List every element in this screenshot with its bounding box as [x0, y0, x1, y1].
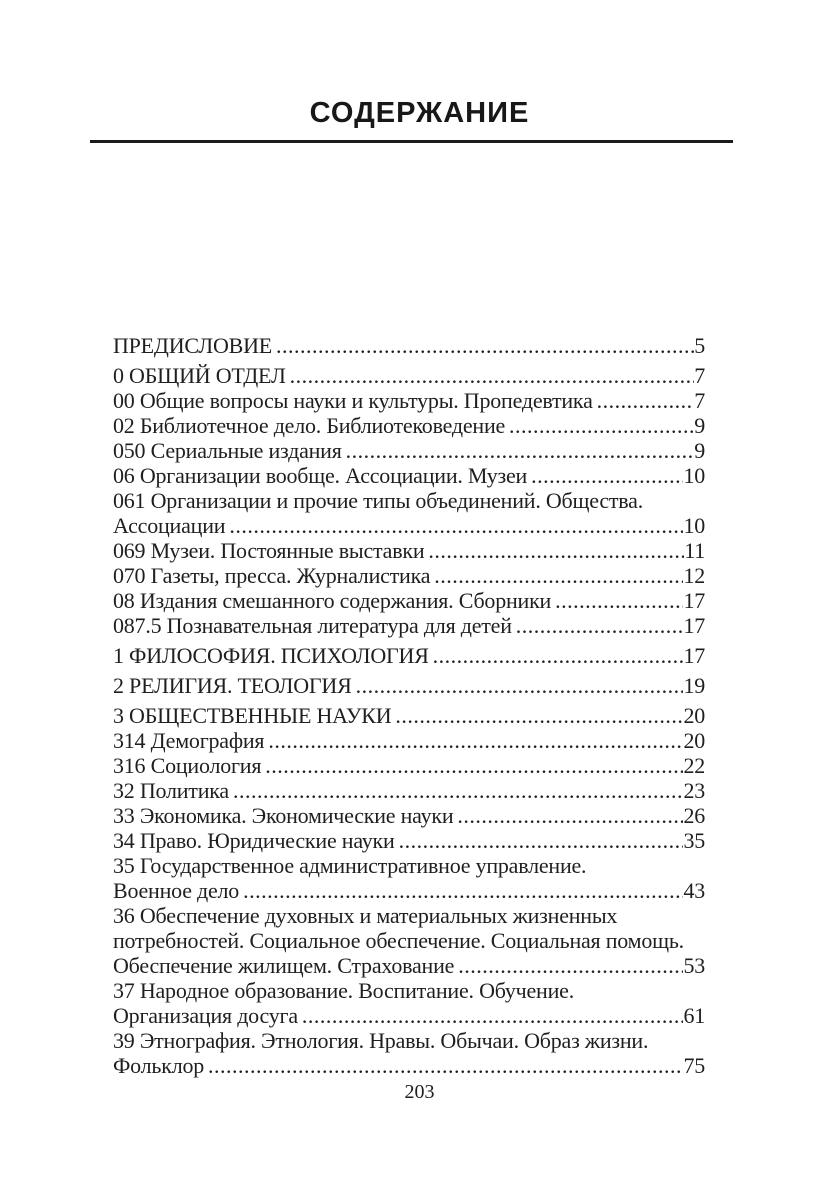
toc-entry-line	[113, 753, 705, 778]
dot-leader	[457, 803, 683, 828]
toc-entry-page: 61	[683, 1003, 705, 1028]
dot-leader	[458, 953, 683, 978]
toc-entry-line	[113, 388, 705, 413]
dot-leader	[346, 438, 695, 463]
toc-entry	[113, 673, 705, 698]
toc-entry	[113, 978, 705, 1028]
toc-entry-page: 11	[684, 538, 705, 563]
toc-entry-line	[113, 643, 705, 668]
toc-entry-page: 22	[683, 753, 705, 778]
toc-entry-line	[113, 413, 705, 438]
toc-entry-text: Организация досуга	[113, 1003, 298, 1028]
toc-entry-text: 32 Политика	[113, 778, 229, 803]
toc-entry-page: 75	[683, 1053, 705, 1078]
dot-leader	[428, 538, 684, 563]
toc-entry-line	[113, 728, 705, 753]
dot-leader	[290, 363, 695, 388]
toc-entry-page: 20	[683, 703, 705, 728]
toc-entry	[113, 363, 705, 388]
dot-leader	[229, 513, 683, 538]
toc-entry-page: 10	[683, 463, 705, 488]
toc-entry	[113, 778, 705, 803]
dot-leader	[233, 778, 683, 803]
toc-entry-page: 17	[683, 588, 705, 613]
toc-entry-text: 34 Право. Юридические науки	[113, 828, 395, 853]
toc-entry	[113, 438, 705, 463]
toc-entry-line	[113, 563, 705, 588]
toc-entry-text: 1 ФИЛОСОФИЯ. ПСИХОЛОГИЯ	[113, 643, 429, 668]
toc-entry-text: потребностей. Социальное обеспечение. Социальная помощь.	[113, 928, 684, 953]
toc-entry-text: 314 Демография	[113, 728, 265, 753]
toc-entry-line	[113, 803, 705, 828]
toc-entry-line	[113, 778, 705, 803]
toc-entry	[113, 1028, 705, 1078]
toc-entry-line	[113, 1028, 705, 1053]
toc-entry-text: 37 Народное образование. Воспитание. Обучение.	[113, 978, 574, 1003]
dot-leader	[433, 643, 684, 668]
toc-entry-page: 17	[683, 643, 705, 668]
toc-entry-text: 061 Организации и прочие типы объединений. Общества.	[113, 488, 643, 513]
dot-leader	[516, 613, 684, 638]
dot-leader	[302, 1003, 684, 1028]
toc-entry-text: 08 Издания смешанного содержания. Сборники	[113, 588, 552, 613]
dot-leader	[399, 828, 684, 853]
dot-leader	[356, 673, 684, 698]
toc-entry	[113, 563, 705, 588]
toc-entry-page: 35	[683, 828, 705, 853]
toc-entry	[113, 538, 705, 563]
toc-entry-page: 20	[683, 728, 705, 753]
toc-entry-text: 069 Музеи. Постоянные выставки	[113, 538, 425, 563]
toc-entry-text: 316 Социология	[113, 753, 262, 778]
toc-entry	[113, 588, 705, 613]
toc-entry-line	[113, 673, 705, 698]
toc-entry-text: Обеспечение жилищем. Страхование	[113, 953, 455, 978]
toc-entry	[113, 903, 705, 978]
toc-entry-page: 9	[694, 413, 705, 438]
dot-leader	[555, 588, 683, 613]
toc-entry-text: 02 Библиотечное дело. Библиотековедение	[113, 413, 506, 438]
folio-page-number: 203	[404, 1081, 435, 1103]
toc-entry-page: 9	[694, 438, 705, 463]
toc-entry-page: 23	[683, 778, 705, 803]
toc-entry-page: 7	[694, 363, 705, 388]
toc-entry-page: 26	[683, 803, 705, 828]
dot-leader	[276, 333, 694, 358]
toc-entry-text: 087.5 Познавательная литература для детей	[113, 613, 512, 638]
toc-entry-line	[113, 363, 705, 388]
dot-leader	[243, 878, 683, 903]
toc-entry-page: 12	[683, 563, 705, 588]
toc-entry	[113, 333, 705, 358]
toc-entry-line	[113, 978, 705, 1003]
dot-leader	[509, 413, 694, 438]
toc-entry-line	[113, 588, 705, 613]
toc-entry-page: 43	[683, 878, 705, 903]
toc-entry-line	[113, 513, 705, 538]
toc-entry-text: 33 Экономика. Экономические науки	[113, 803, 454, 828]
toc-entry-page: 53	[683, 953, 705, 978]
toc-entry	[113, 413, 705, 438]
toc-entry-line	[113, 703, 705, 728]
dot-leader	[265, 753, 683, 778]
toc-entry	[113, 488, 705, 538]
toc-entry-line	[113, 928, 705, 953]
toc-entry-text: Ассоциации	[113, 513, 226, 538]
toc-entry-text: 06 Организации вообще. Ассоциации. Музеи	[113, 463, 528, 488]
toc-entry-line	[113, 828, 705, 853]
toc-entry-text: ПРЕДИСЛОВИЕ	[113, 333, 272, 358]
toc-entry-text: 36 Обеспечение духовных и материальных жизненных	[113, 903, 618, 928]
toc-entry-text: 35 Государственное административное управление.	[113, 853, 587, 878]
toc-entry-line	[113, 538, 705, 563]
toc-entry-text: 3 ОБЩЕСТВЕННЫЕ НАУКИ	[113, 703, 392, 728]
toc-entry-page: 17	[683, 613, 705, 638]
toc-entry-line	[113, 333, 705, 358]
toc-entry-line	[113, 463, 705, 488]
toc-entry-page: 10	[683, 513, 705, 538]
dot-leader	[531, 463, 683, 488]
toc-entry-line	[113, 438, 705, 463]
toc-entry-text: Военное дело	[113, 878, 240, 903]
toc-entry-line	[113, 903, 705, 928]
toc-entry-line	[113, 878, 705, 903]
toc-entry	[113, 613, 705, 638]
toc-entry-text: Фольклор	[113, 1053, 205, 1078]
toc-entry-line	[113, 953, 705, 978]
toc-entry-line	[113, 853, 705, 878]
toc-entry-text: 2 РЕЛИГИЯ. ТЕОЛОГИЯ	[113, 673, 352, 698]
toc-entry-page: 7	[694, 388, 705, 413]
dot-leader	[395, 703, 683, 728]
toc-entry-text: 39 Этнография. Этнология. Нравы. Обычаи. Образ жизни.	[113, 1028, 649, 1053]
toc-entry-page: 19	[683, 673, 705, 698]
toc-entry	[113, 728, 705, 753]
toc-entry-line	[113, 1003, 705, 1028]
toc-entry-line	[113, 488, 705, 513]
title-divider	[90, 140, 733, 143]
toc-entry-line	[113, 613, 705, 638]
toc-entry-line	[113, 1053, 705, 1078]
dot-leader	[434, 563, 683, 588]
toc-entry	[113, 643, 705, 668]
toc-entry	[113, 703, 705, 728]
toc-entry	[113, 853, 705, 903]
toc-entry	[113, 388, 705, 413]
toc-entry-text: 070 Газеты, пресса. Журналистика	[113, 563, 431, 588]
toc-entry-page: 5	[694, 333, 705, 358]
toc-entry	[113, 753, 705, 778]
toc-entry-text: 050 Сериальные издания	[113, 438, 342, 463]
toc-entry-text: 00 Общие вопросы науки и культуры. Пропедевтика	[113, 388, 593, 413]
toc-entry	[113, 803, 705, 828]
toc-entry	[113, 463, 705, 488]
dot-leader	[208, 1053, 683, 1078]
toc-entry-text: 0 ОБЩИЙ ОТДЕЛ	[113, 363, 286, 388]
toc-entry	[113, 828, 705, 853]
toc-list	[113, 333, 705, 1078]
dot-leader	[268, 728, 683, 753]
dot-leader	[597, 388, 695, 413]
page-title: СОДЕРЖАНИЕ	[309, 97, 530, 129]
